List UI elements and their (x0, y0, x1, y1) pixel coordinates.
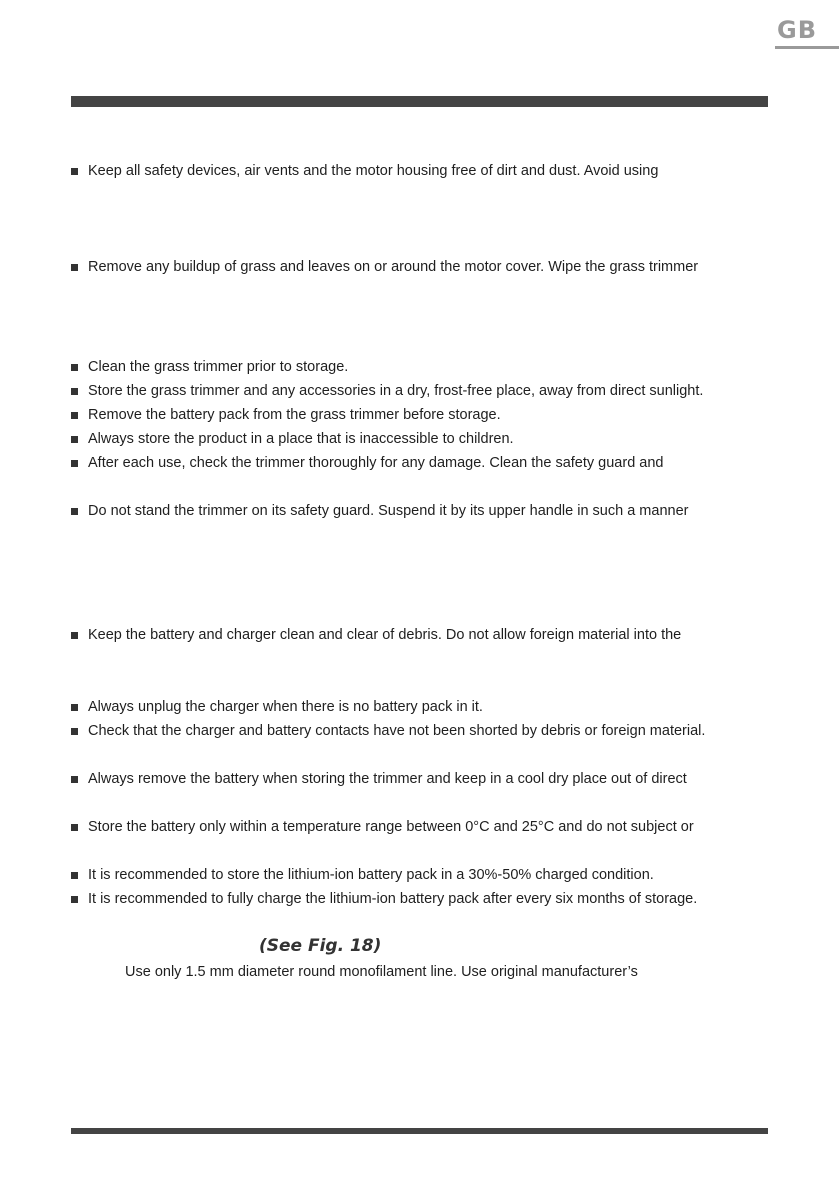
bullet-item (71, 161, 658, 181)
bullet-square-icon (71, 436, 78, 443)
language-tag: GB (777, 16, 817, 44)
bullet-square-icon (71, 412, 78, 419)
bullet-square-icon (71, 896, 78, 903)
bullet-square-icon (71, 460, 78, 467)
bullet-text: Store the battery only within a temperature range between 0°C and 25°C and do not subject or (88, 819, 694, 835)
bullet-item (71, 697, 483, 717)
bullet-item (71, 381, 703, 401)
section-divider-top (71, 96, 768, 107)
bullet-square-icon (71, 872, 78, 879)
bullet-square-icon (71, 776, 78, 783)
bullet-item (71, 257, 698, 277)
bullet-item (71, 357, 348, 377)
bullet-item (71, 429, 514, 449)
bullet-text: Remove the battery pack from the grass trimmer before storage. (88, 407, 501, 423)
bullet-text: Do not stand the trimmer on its safety guard. Suspend it by its upper handle in such a manner (88, 503, 689, 519)
section-divider-bottom (71, 1128, 768, 1134)
bullet-text: Store the grass trimmer and any accessories in a dry, frost-free place, away from direct sunlight. (88, 383, 704, 399)
bullet-item (71, 501, 688, 521)
bullet-square-icon (71, 704, 78, 711)
language-tag-underline (775, 46, 839, 49)
bullet-square-icon (71, 632, 78, 639)
bullet-square-icon (71, 168, 78, 175)
figure-reference: (See Fig. 18) (259, 936, 382, 956)
bullet-text: It is recommended to fully charge the lithium-ion battery pack after every six months of storage. (88, 891, 698, 907)
bullet-item (71, 721, 705, 741)
line-instructions-text: Use only 1.5 mm diameter round monofilament line. Use original manufacturer’s (125, 964, 638, 980)
bullet-text: Clean the grass trimmer prior to storage. (88, 359, 349, 375)
bullet-item (71, 625, 681, 645)
bullet-square-icon (71, 508, 78, 515)
bullet-square-icon (71, 728, 78, 735)
bullet-text: Always unplug the charger when there is no battery pack in it. (88, 699, 483, 715)
bullet-square-icon (71, 264, 78, 271)
bullet-item (71, 769, 687, 789)
bullet-text: Check that the charger and battery contacts have not been shorted by debris or foreign material. (88, 723, 706, 739)
bullet-item (71, 889, 697, 909)
bullet-item (71, 453, 663, 473)
bullet-item (71, 405, 501, 425)
bullet-square-icon (71, 388, 78, 395)
bullet-item (71, 817, 694, 837)
bullet-square-icon (71, 364, 78, 371)
bullet-text: Always store the product in a place that is inaccessible to children. (88, 431, 514, 447)
bullet-text: Keep all safety devices, air vents and the motor housing free of dirt and dust. Avoid using (88, 163, 659, 179)
bullet-square-icon (71, 824, 78, 831)
bullet-text: Remove any buildup of grass and leaves on or around the motor cover. Wipe the grass trimmer (88, 259, 699, 275)
bullet-text: It is recommended to store the lithium-ion battery pack in a 30%-50% charged condition. (88, 867, 654, 883)
bullet-text: Keep the battery and charger clean and clear of debris. Do not allow foreign material into the (88, 627, 682, 643)
bullet-text: Always remove the battery when storing the trimmer and keep in a cool dry place out of direct (88, 771, 687, 787)
bullet-item (71, 865, 654, 885)
bullet-text: After each use, check the trimmer thoroughly for any damage. Clean the safety guard and (88, 455, 664, 471)
